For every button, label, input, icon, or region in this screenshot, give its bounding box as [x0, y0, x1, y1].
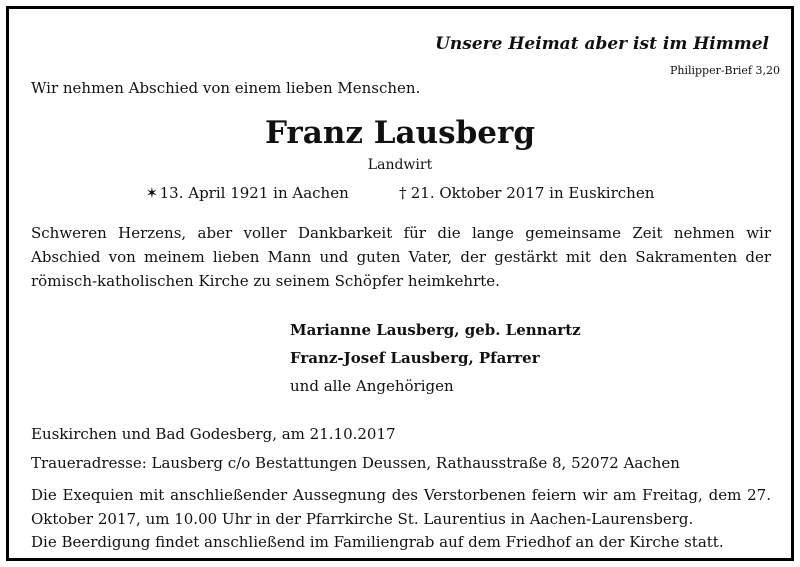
mourner-relatives: und alle Angehörigen — [290, 377, 454, 395]
birth-star-icon: ✶ — [145, 184, 159, 202]
birth-text: 13. April 1921 in Aachen — [159, 184, 349, 202]
death-cross-icon: † — [399, 184, 407, 202]
mourning-address: Traueradresse: Lausberg c/o Bestattungen Deussen, Rathausstraße 8, 52072 Aachen — [31, 454, 680, 472]
funeral-mass-info: Die Exequien mit anschließender Aussegnung des Verstorbenen feiern wir am Freitag, dem 27. Oktober 2017, um 10.00 Uhr in der Pfarrkirche St. Laurentius in Aachen-Laurensberg. — [31, 486, 771, 528]
motto-source: Philipper-Brief 3,20 — [669, 64, 780, 77]
occupation: Landwirt — [367, 157, 433, 173]
mourner-son: Franz-Josef Lausberg, Pfarrer — [290, 349, 540, 367]
death-text: 21. Oktober 2017 in Euskirchen — [410, 184, 655, 202]
death-date — [397, 184, 655, 202]
obituary-card — [6, 6, 794, 561]
mourner-wife: Marianne Lausberg, geb. Lennartz — [290, 321, 581, 339]
farewell-message: Schweren Herzens, aber voller Dankbarkeit für die lange gemeinsame Zeit nehmen wir Abschied von meinem lieben Mann und guten Vater, der gestärkt mit den Sakramenten der römisch-katholischen Kirche zu seinem Schöpfer heimkehrte. — [31, 224, 771, 290]
deceased-name: Franz Lausberg — [264, 115, 536, 151]
place-and-date: Euskirchen und Bad Godesberg, am 21.10.2017 — [31, 425, 396, 443]
birth-date — [146, 184, 349, 202]
burial-info: Die Beerdigung findet anschließend im Familiengrab auf dem Friedhof an der Kirche statt. — [31, 533, 724, 551]
life-dates — [9, 184, 791, 202]
bible-motto: Unsere Heimat aber ist im Himmel — [435, 34, 769, 54]
intro-text: Wir nehmen Abschied von einem lieben Menschen. — [31, 79, 421, 97]
